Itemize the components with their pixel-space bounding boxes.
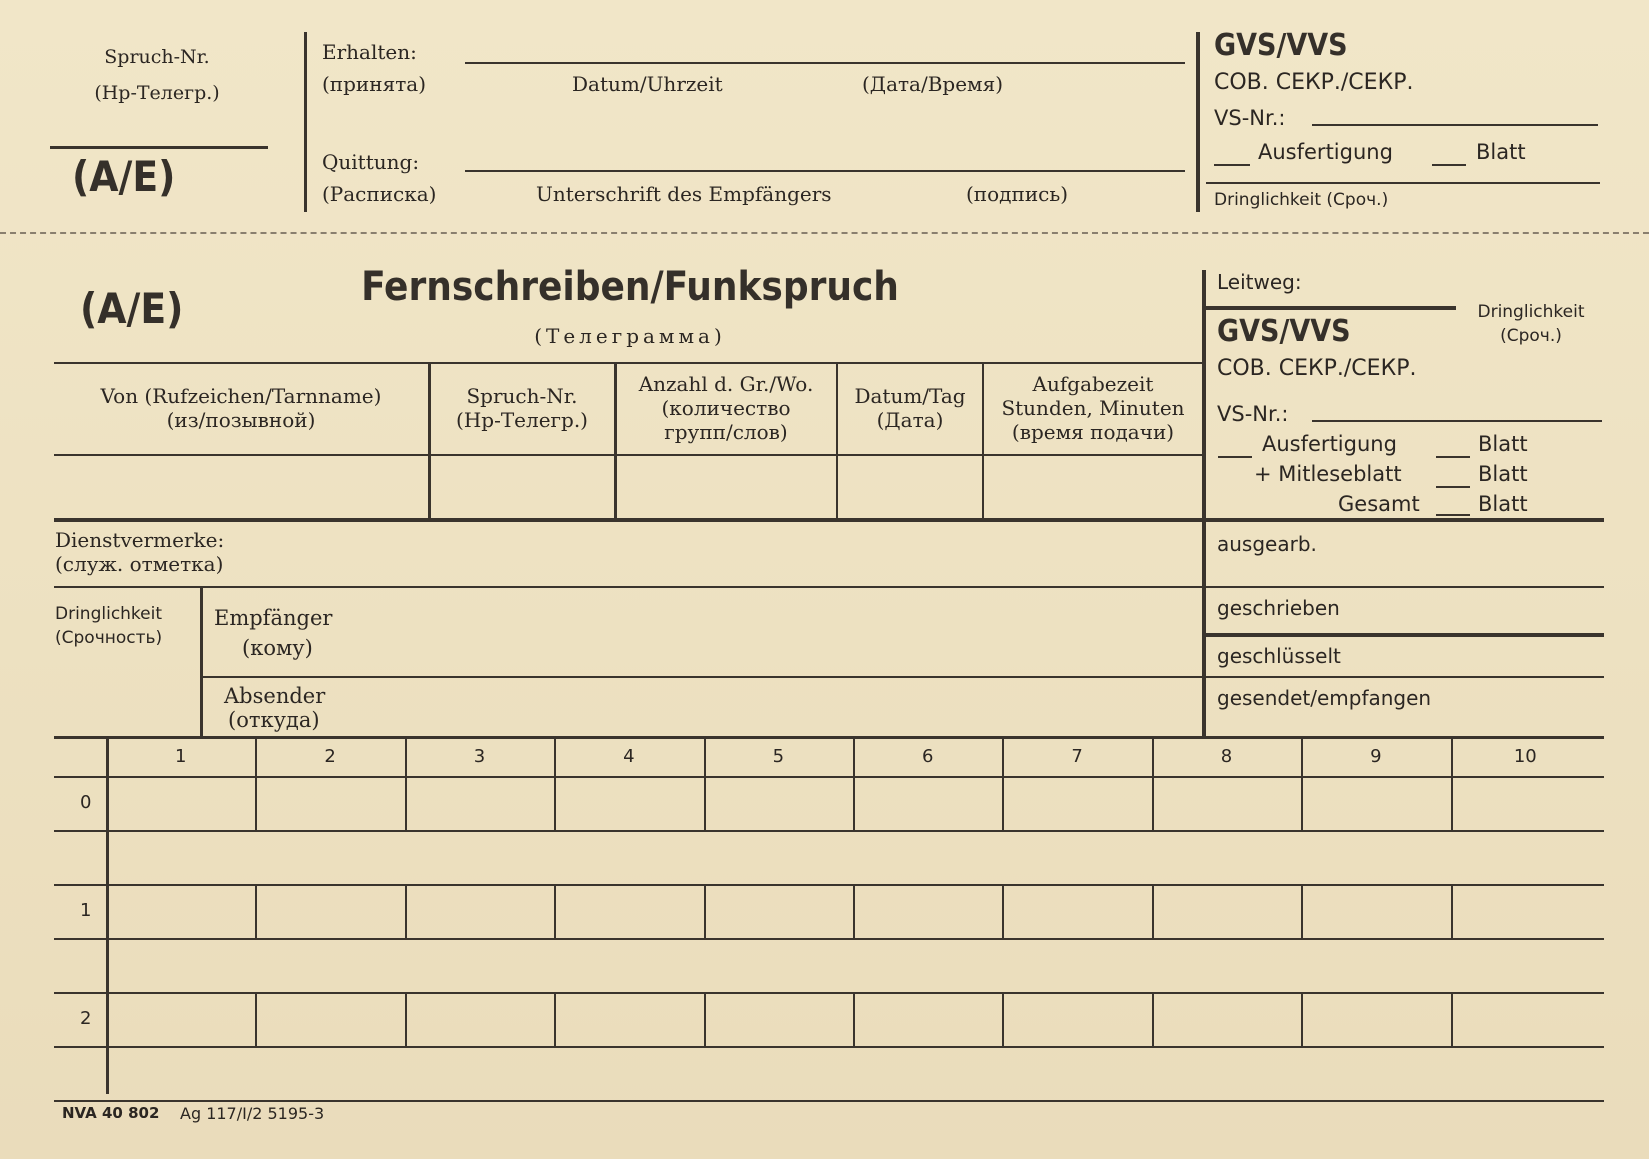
receipt-blatt: Blatt [1476, 140, 1526, 164]
form-subtitle: (Телеграмма) [534, 324, 726, 348]
grid-col-number: 4 [623, 746, 635, 767]
grid-cell[interactable] [556, 778, 701, 828]
grid-col-number: 10 [1513, 746, 1537, 767]
main-blatt-blank-1 [1436, 456, 1470, 458]
grid-cell[interactable] [706, 994, 851, 1044]
main-gesamt: Gesamt [1338, 492, 1420, 516]
main-ae-mark: (A/E) [80, 284, 184, 333]
receipt-gvs-stamp: GVS/VVS [1214, 28, 1348, 63]
receipt-spruch-line [50, 146, 268, 149]
main-blatt-blank-2 [1436, 486, 1470, 488]
main-blatt-3: Blatt [1478, 492, 1528, 516]
status-gesendet: gesendet/empfangen [1217, 686, 1432, 710]
datum-ru: (Дата/Время) [862, 72, 1004, 96]
grid-cell[interactable] [855, 994, 1000, 1044]
empfaenger-label: Empfänger [214, 606, 333, 630]
perforation-line [0, 232, 1649, 234]
header-table-top [54, 362, 1202, 364]
erhalten-label: Erhalten: [322, 40, 417, 64]
grid-row-number: 1 [80, 900, 92, 921]
header-table-mid [54, 454, 1202, 456]
dienst-ru: (служ. отметка) [55, 552, 224, 576]
grid-cell[interactable] [1453, 886, 1598, 936]
grid-cell[interactable] [1154, 886, 1299, 936]
receipt-ae-mark: (A/E) [72, 152, 176, 201]
main-blatt-blank-3 [1436, 514, 1470, 516]
main-sroch: (Сроч.) [1500, 326, 1562, 346]
receipt-divider-left [304, 32, 307, 212]
col-von-line2: (из/позывной) [166, 408, 316, 432]
col-spruch-line1: Spruch-Nr. [466, 384, 578, 408]
grid-cell[interactable] [556, 886, 701, 936]
datum-uhrzeit: Datum/Uhrzeit [572, 72, 723, 96]
empfaenger-ru: (кому) [242, 636, 313, 660]
grid-cell[interactable] [855, 886, 1000, 936]
right-block-divider [1202, 270, 1206, 738]
grid-cell[interactable] [1453, 994, 1598, 1044]
dringl-col-separator [200, 586, 203, 736]
receipt-blatt-line [1206, 182, 1600, 184]
erhalten-ru: (принята) [322, 72, 427, 96]
grid-col-number: 7 [1071, 746, 1083, 767]
grid-cell[interactable] [706, 886, 851, 936]
main-ausfertigung-blank [1218, 456, 1252, 458]
main-gvs-stamp: GVS/VVS [1217, 314, 1351, 349]
status-bold-line [1202, 633, 1604, 637]
status-geschluesselt: geschlüsselt [1217, 644, 1341, 668]
grid-cell[interactable] [257, 994, 402, 1044]
col-von-line1: Von (Rufzeichen/Tarnname) [100, 384, 382, 408]
grid-col-number: 5 [772, 746, 785, 767]
col-datum-line1: Datum/Tag [854, 384, 966, 408]
leitweg-line [1202, 306, 1456, 310]
absender-label: Absender [224, 684, 326, 708]
quittung-ru: (Расписка) [322, 182, 437, 206]
grid-cell[interactable] [257, 886, 402, 936]
main-ausfertigung: Ausfertigung [1262, 432, 1397, 456]
form-title: Fernschreiben/Funkspruch [361, 264, 899, 310]
grid-cell[interactable] [108, 886, 253, 936]
header-table-bottom [54, 518, 1604, 522]
grid-col-number: 6 [921, 746, 934, 767]
main-vs-nr: VS-Nr.: [1217, 402, 1289, 426]
grid-col-number: 2 [324, 746, 336, 767]
dienst-bottom-line [54, 586, 1604, 588]
col-aufgabe-line1: Aufgabezeit [1032, 372, 1154, 396]
grid-cell[interactable] [1303, 778, 1448, 828]
grid-col-number: 1 [174, 746, 187, 767]
unterschrift: Unterschrift des Empfängers [536, 182, 832, 206]
main-vs-nr-line [1312, 420, 1602, 422]
main-dringlichkeit: Dringlichkeit [1477, 302, 1585, 322]
grid-cell[interactable] [1004, 994, 1149, 1044]
footer-ag-code: Ag 117/I/2 5195-3 [180, 1104, 325, 1123]
col-anzahl-line3: групп/слов) [664, 420, 788, 444]
col-anzahl-line2: (количество [661, 396, 791, 420]
col-aufgabe-line2: Stunden, Minuten [1001, 396, 1185, 420]
grid-col-number: 3 [473, 746, 486, 767]
dringl-left-ru: (Срочность) [55, 628, 163, 648]
grid-cell[interactable] [1303, 994, 1448, 1044]
grid-cell[interactable] [1154, 994, 1299, 1044]
col-spruch-line2: (Нр-Телегр.) [456, 408, 588, 432]
grid-cell[interactable] [407, 778, 552, 828]
grid-cell[interactable] [108, 778, 253, 828]
receipt-ausfertigung-blank [1214, 164, 1250, 166]
receipt-sov-sekr: СОВ. СЕКР./СЕКР. [1214, 70, 1414, 95]
receipt-divider-right [1196, 32, 1200, 212]
receipt-spruch-nr-ru: (Нр-Телегр.) [94, 82, 220, 104]
leitweg-label: Leitweg: [1217, 270, 1302, 294]
grid-col-number: 8 [1220, 746, 1233, 767]
grid-row-number: 2 [80, 1008, 92, 1029]
grid-cell[interactable] [108, 994, 253, 1044]
grid-row-number: 0 [80, 792, 92, 813]
grid-cell[interactable] [407, 886, 552, 936]
grid-col-number: 9 [1370, 746, 1382, 767]
podpis-ru: (подпись) [966, 182, 1069, 206]
receipt-ausfertigung: Ausfertigung [1258, 140, 1393, 164]
grid-cell[interactable] [556, 994, 701, 1044]
grid-cell[interactable] [407, 994, 552, 1044]
grid-cell[interactable] [1453, 778, 1598, 828]
col-datum-line2: (Дата) [876, 408, 944, 432]
main-blatt-2: Blatt [1478, 462, 1528, 486]
main-mitleseblatt: + Mitleseblatt [1254, 462, 1402, 486]
footer-nva-code: NVA 40 802 [62, 1104, 160, 1122]
dringl-left-label: Dringlichkeit [55, 604, 163, 624]
receipt-vs-nr: VS-Nr.: [1214, 106, 1286, 130]
status-ausgearb: ausgearb. [1217, 532, 1317, 556]
col-anzahl-line1: Anzahl d. Gr./Wo. [638, 372, 814, 396]
receipt-dringlichkeit: Dringlichkeit (Сроч.) [1214, 190, 1389, 210]
main-blatt-1: Blatt [1478, 432, 1528, 456]
dienst-label: Dienstvermerke: [55, 528, 225, 552]
grid-plain-band[interactable] [108, 940, 1598, 990]
quittung-line [465, 170, 1185, 172]
col-aufgabe-line3: (время подачи) [1011, 420, 1175, 444]
grid-cell[interactable] [1004, 778, 1149, 828]
grid-cell[interactable] [1154, 778, 1299, 828]
grid-cell[interactable] [1303, 886, 1448, 936]
absender-ru: (откуда) [228, 708, 320, 732]
receipt-spruch-nr-label: Spruch-Nr. [104, 46, 210, 68]
grid-row-bottom-line [54, 1100, 1604, 1102]
grid-cell[interactable] [257, 778, 402, 828]
erhalten-line [465, 62, 1185, 64]
receipt-vs-nr-line [1312, 124, 1598, 126]
grid-plain-band[interactable] [108, 1048, 1598, 1098]
grid-cell[interactable] [1004, 886, 1149, 936]
grid-top-line [54, 736, 1604, 739]
grid-cell[interactable] [706, 778, 851, 828]
main-sov-sekr: СОВ. СЕКР./СЕКР. [1217, 356, 1417, 381]
receipt-blatt-blank [1432, 164, 1466, 166]
grid-cell[interactable] [855, 778, 1000, 828]
empfaenger-bottom-line [202, 676, 1604, 678]
status-geschrieben: geschrieben [1217, 596, 1340, 620]
quittung-label: Quittung: [322, 150, 420, 174]
grid-plain-band[interactable] [108, 832, 1598, 882]
